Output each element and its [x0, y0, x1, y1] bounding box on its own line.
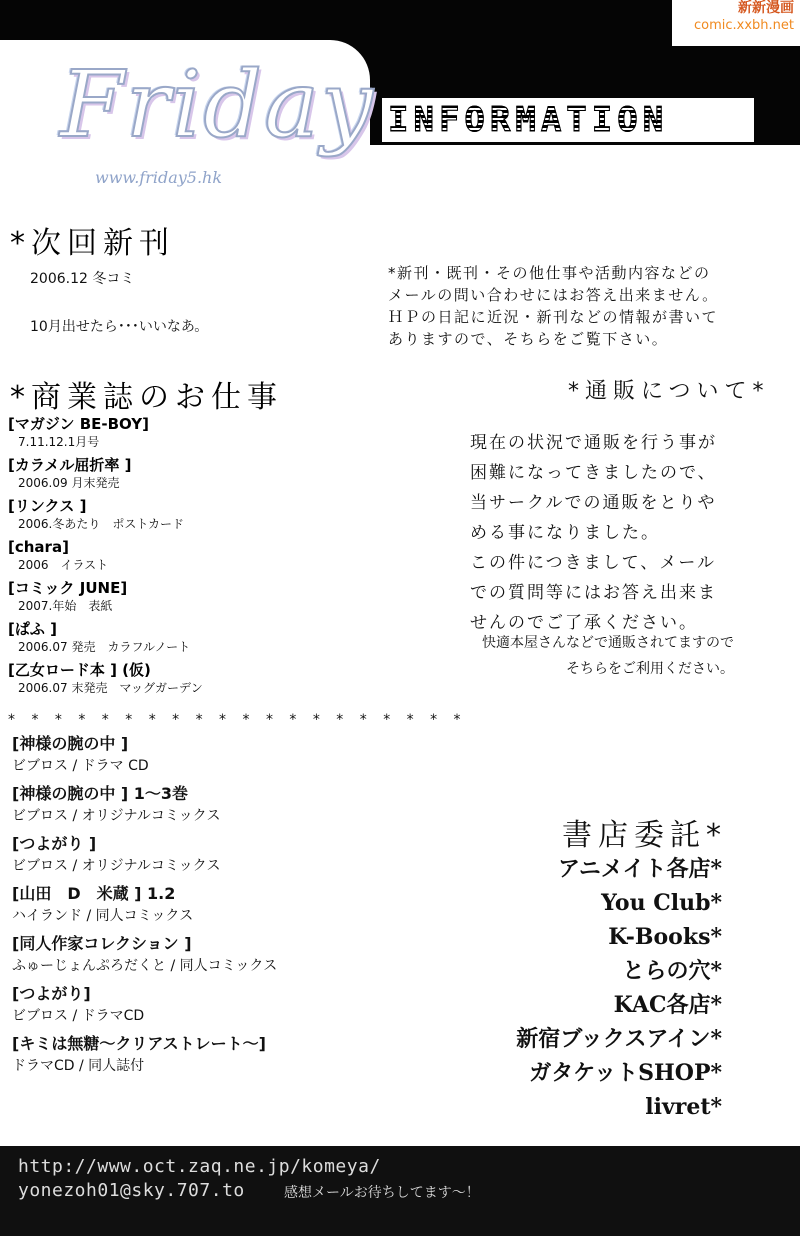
work-item [8, 661, 348, 696]
contact-email[interactable]: yonezoh01@sky.707.to [18, 1180, 245, 1201]
next-issue-title: *次回新刊 [10, 226, 175, 261]
store-item: とらの穴* [622, 958, 722, 984]
mail-line: める事になりました。 [470, 523, 660, 543]
commercial-works-list [8, 415, 348, 702]
other-work-item [12, 1033, 372, 1077]
work-item [8, 538, 348, 573]
contact-notice [388, 262, 719, 350]
next-issue-note: 10月出せたら･･･いいなあ。 [30, 319, 209, 335]
other-work-item [12, 733, 372, 777]
friday-logo: Friday [60, 51, 375, 158]
homepage-url[interactable]: http://www.oct.zaq.ne.jp/komeya/ [18, 1156, 381, 1177]
corner-watermark [672, 0, 800, 46]
store-item: 新宿ブックスアイン* [516, 1026, 722, 1052]
mail-line: この件につきまして、メール [470, 553, 716, 573]
other-work-item [12, 933, 372, 977]
work-detail: 2007.年始 表紙 [18, 599, 113, 613]
stores-list [516, 852, 722, 1124]
work-title: [マガジン BE-BOY] [8, 415, 149, 433]
work-title: [乙女ロード本 ] (仮) [8, 661, 151, 679]
note-line: そちらをご利用ください。 [566, 661, 734, 677]
mail-line: 当サークルでの通販をとりや [470, 493, 717, 513]
work-detail: 2006.07 末発売 マッグガーデン [18, 681, 203, 695]
store-item: K-Books* [608, 924, 722, 950]
work-detail: 2006.07 発売 カラフルノート [18, 640, 191, 654]
work-detail: 7.11.12.1月号 [18, 435, 100, 449]
other-work-detail: ビブロス / ドラマCD [12, 1008, 145, 1024]
other-work-detail: ビブロス / ドラマ CD [12, 758, 149, 774]
star-divider: * * * * * * * * * * * * * * * * * * * * [8, 712, 467, 728]
commercial-title: *商業誌のお仕事 [10, 380, 283, 415]
store-item: KAC各店* [613, 992, 722, 1018]
store-item: ガタケットSHOP* [529, 1060, 722, 1086]
work-item [8, 415, 348, 450]
mail-order-title: *通販について* [568, 379, 770, 404]
notice-line: ＨＰの日記に近況・新刊などの情報が書いて [388, 308, 719, 326]
mail-order-note [462, 630, 734, 682]
note-line: 快適本屋さんなどで通販されてますので [482, 635, 734, 651]
other-work-detail: ビブロス / オリジナルコミックス [12, 858, 221, 874]
store-item: You Club* [601, 890, 722, 916]
store-item: アニメイト各店* [558, 856, 722, 882]
store-item: livret* [645, 1094, 722, 1120]
information-title: INFORMATION [382, 98, 754, 142]
footer-message: 感想メールお待ちしてます～！ [284, 1185, 480, 1201]
work-title: [ぱふ ] [8, 620, 57, 638]
work-detail: 2006.09 月末発売 [18, 476, 120, 490]
mail-line: 困難になってきましたので、 [470, 463, 717, 483]
mail-line: 現在の状況で通販を行う事が [470, 433, 717, 453]
next-issue-date: 2006.12 冬コミ [30, 271, 135, 287]
other-work-detail: ビブロス / オリジナルコミックス [12, 808, 221, 824]
other-work-detail: ふゅーじょんぷろだくと / 同人コミックス [12, 958, 278, 974]
other-works-list [12, 733, 372, 1083]
work-title: [リンクス ] [8, 497, 87, 515]
other-work-title: [山田 D 米蔵 ] 1.2 [12, 884, 176, 903]
work-title: [コミック JUNE] [8, 579, 128, 597]
work-item [8, 620, 348, 655]
other-work-item [12, 883, 372, 927]
mail-line: せんのでご了承ください。 [470, 613, 698, 633]
other-work-title: [神様の腕の中 ] 1～3巻 [12, 784, 189, 803]
other-work-title: [神様の腕の中 ] [12, 734, 129, 753]
other-work-title: [キミは無糖～クリアストレート～] [12, 1034, 266, 1053]
work-item [8, 579, 348, 614]
work-item [8, 456, 348, 491]
work-detail: 2006 イラスト [18, 558, 109, 572]
work-detail: 2006.冬あたり ポストカード [18, 517, 184, 531]
mail-line: での質問等にはお答え出来ま [470, 583, 717, 603]
mail-order-text [470, 428, 717, 638]
other-work-detail: ドラマCD / 同人誌付 [12, 1058, 145, 1074]
other-work-detail: ハイランド / 同人コミックス [12, 908, 194, 924]
other-work-title: [同人作家コレクション ] [12, 934, 192, 953]
other-work-item [12, 783, 372, 827]
stores-title: 書店委託* [562, 818, 727, 853]
work-item [8, 497, 348, 532]
logo-url: www.friday5.hk [95, 168, 223, 187]
work-title: [カラメル屈折率 ] [8, 456, 132, 474]
other-work-item [12, 833, 372, 877]
work-title: [chara] [8, 538, 69, 556]
other-work-title: [つよがり] [12, 984, 91, 1003]
watermark-url: comic.xxbh.net [693, 18, 794, 33]
notice-line: ありますので、そちらをご覧下さい。 [388, 330, 669, 348]
watermark-name: 新新漫画 [738, 0, 794, 16]
other-work-item [12, 983, 372, 1027]
notice-line: *新刊・既刊・その他仕事や活動内容などの [388, 264, 711, 282]
other-work-title: [つよがり ] [12, 834, 97, 853]
notice-line: メールの問い合わせにはお答え出来ません。 [388, 286, 719, 304]
